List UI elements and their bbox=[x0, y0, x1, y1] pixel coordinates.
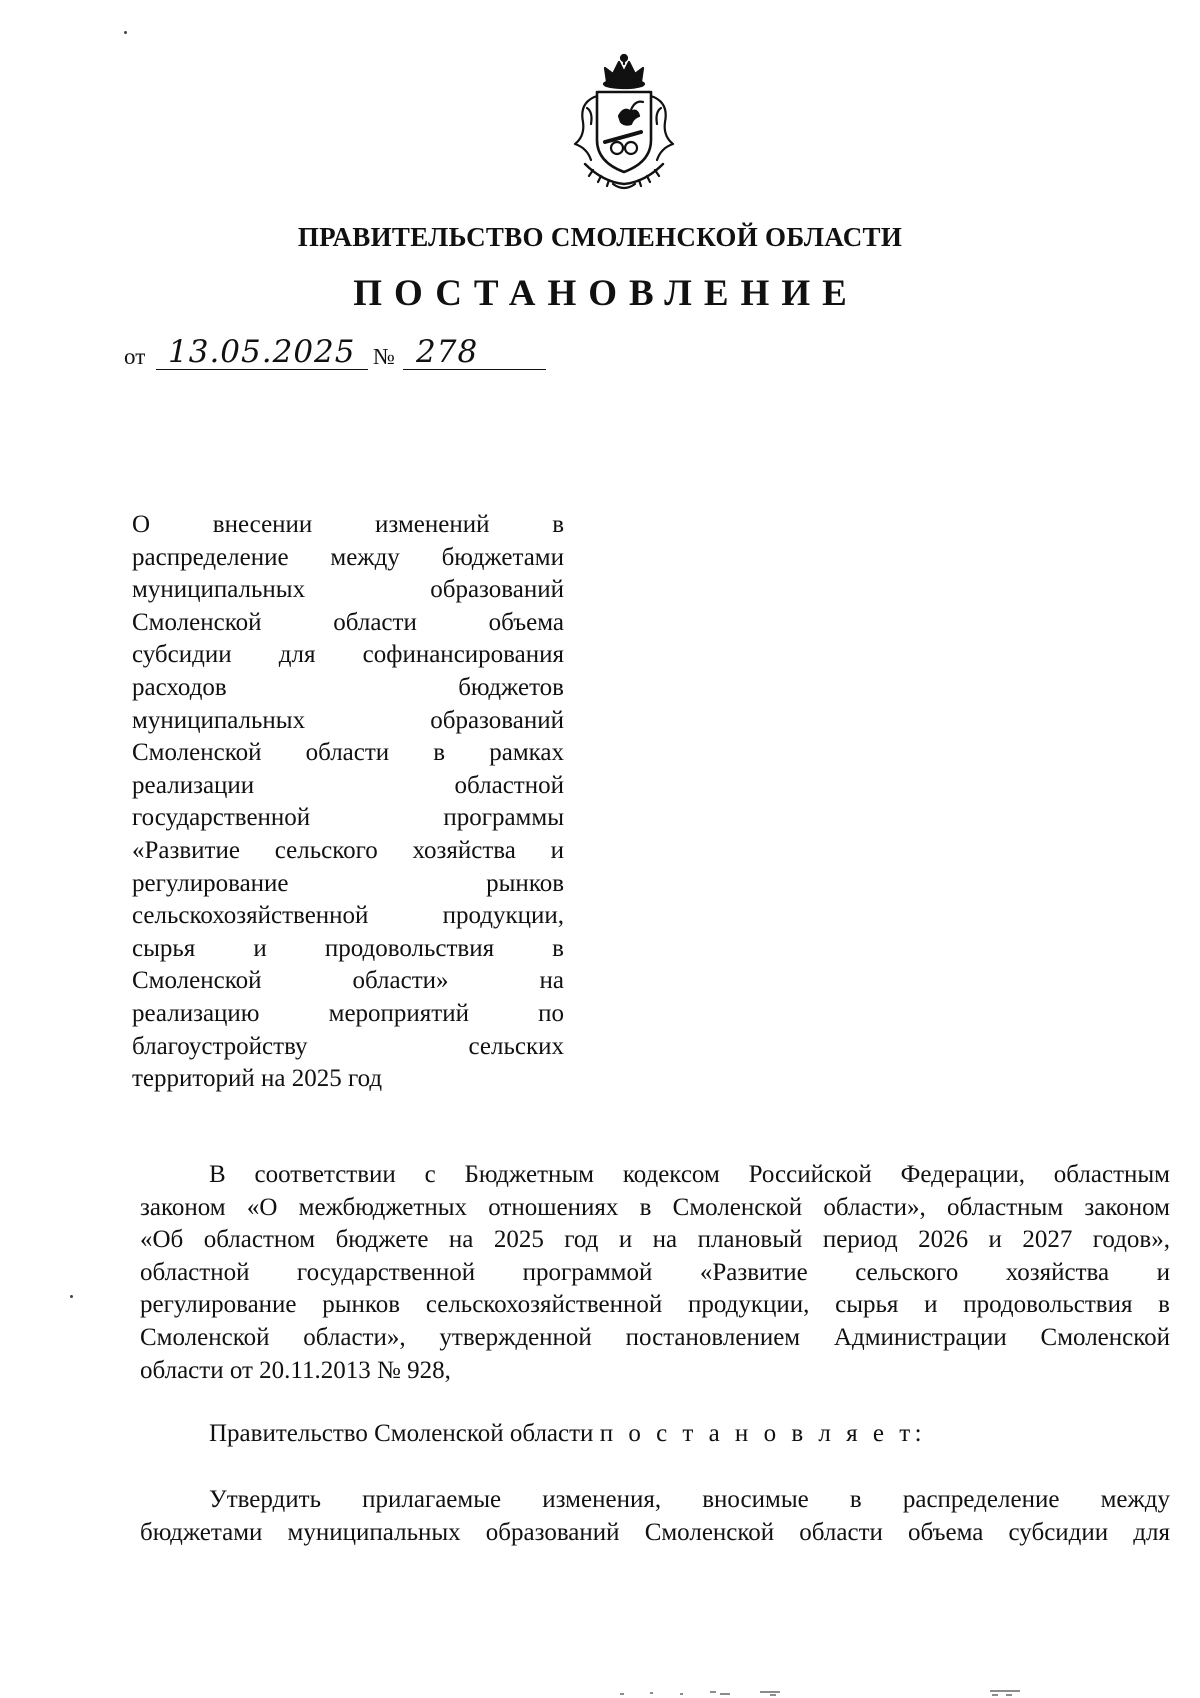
document-type-heading: ПОСТАНОВЛЕНИЕ bbox=[353, 273, 859, 314]
date-label: от bbox=[124, 344, 146, 369]
decision-paragraph bbox=[140, 1484, 1170, 1549]
subject-line: субсидии для софинансирования bbox=[132, 641, 564, 669]
subject-line: распределение между бюджетами bbox=[132, 543, 564, 571]
subject-line: государственной программы bbox=[132, 804, 564, 832]
coat-of-arms-icon bbox=[563, 52, 685, 192]
resolves-paragraph bbox=[140, 1418, 1170, 1451]
subject-line: сырья и продовольствия в bbox=[132, 934, 564, 962]
paragraph-line: В соответствии с Бюджетным кодексом Российской Федерации, областным bbox=[209, 1161, 1170, 1188]
paragraph-line: законом «О межбюджетных отношениях в Смоленской области», областным законом bbox=[140, 1193, 1170, 1221]
paragraph-line: регулирование рынков сельскохозяйственной продукции, сырья и продовольствия в bbox=[140, 1291, 1170, 1319]
organization-title: ПРАВИТЕЛЬСТВО СМОЛЕНСКОЙ ОБЛАСТИ bbox=[297, 222, 903, 252]
scan-speck bbox=[70, 1295, 73, 1298]
subject-line: реализацию мероприятий по bbox=[132, 999, 564, 1027]
subject-line: сельскохозяйственной продукции, bbox=[132, 902, 564, 930]
subject-line: расходов бюджетов bbox=[132, 673, 564, 701]
subject-line: Смоленской области объема bbox=[132, 608, 564, 636]
paragraph-line: Смоленской области», утвержденной постановлением Администрации Смоленской bbox=[140, 1323, 1170, 1351]
number-label: № bbox=[373, 344, 395, 369]
subject-line: Смоленской области» на bbox=[132, 967, 564, 995]
scan-artifacts bbox=[620, 1688, 1040, 1698]
document-meta bbox=[124, 336, 564, 376]
subject-line: регулирование рынков bbox=[132, 869, 564, 897]
subject-line: Смоленской области в рамках bbox=[132, 739, 564, 767]
paragraph-line: Утвердить прилагаемые изменения, вносимые в распределение между bbox=[209, 1486, 1170, 1513]
paragraph-line: «Об областном бюджете на 2025 год и на плановый период 2026 и 2027 годов», bbox=[140, 1226, 1170, 1254]
subject-line: территорий на 2025 год bbox=[132, 1065, 383, 1093]
subject-line: муниципальных образований bbox=[132, 706, 564, 734]
subject-line: «Развитие сельского хозяйства и bbox=[132, 836, 564, 864]
paragraph-line: областной государственной программой «Развитие сельского хозяйства и bbox=[140, 1258, 1170, 1286]
paragraph-line: области от 20.11.2013 № 928, bbox=[140, 1356, 451, 1384]
scan-speck bbox=[124, 31, 127, 34]
subject-line: О внесении изменений в bbox=[132, 511, 564, 538]
subject-line: муниципальных образований bbox=[132, 576, 564, 604]
preamble-paragraph bbox=[140, 1159, 1170, 1387]
paragraph-line bbox=[140, 1418, 1170, 1451]
date-value: 13.05.2025 bbox=[168, 334, 356, 370]
subject-line: реализации областной bbox=[132, 771, 564, 799]
subject-line: благоустройству сельских bbox=[132, 1032, 564, 1060]
number-value: 278 bbox=[416, 334, 479, 370]
paragraph-line: бюджетами муниципальных образований Смоленской области объема субсидии для bbox=[140, 1518, 1170, 1546]
resolves-subject: Правительство Смоленской области bbox=[209, 1420, 594, 1447]
document-subject bbox=[132, 509, 564, 1096]
resolves-verb: п о с т а н о в л я е т: bbox=[599, 1420, 927, 1447]
